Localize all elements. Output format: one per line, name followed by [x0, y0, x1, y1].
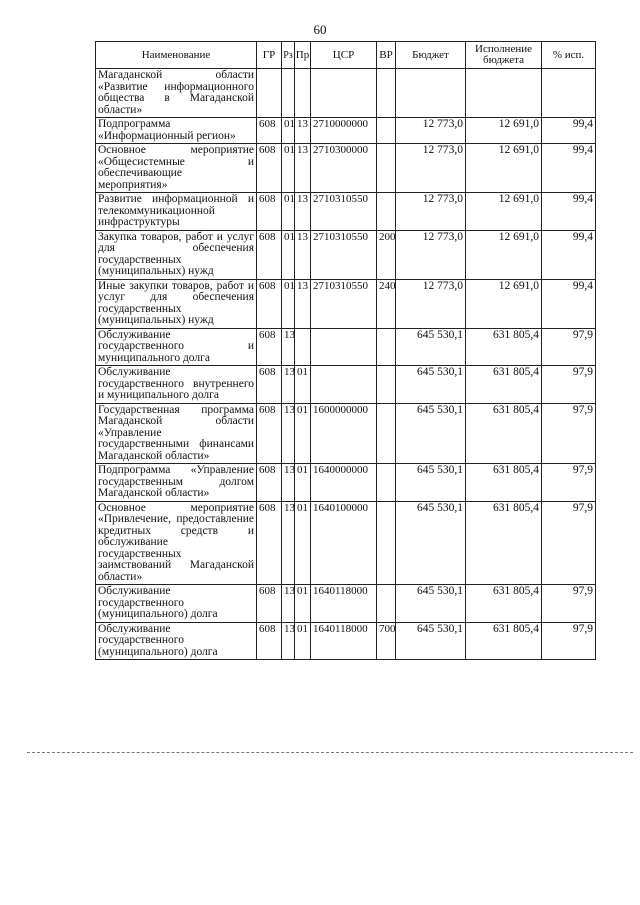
- cell-execution: 631 805,4: [466, 585, 542, 623]
- cell-gr: 608: [257, 144, 282, 193]
- cell-csr: [311, 69, 377, 118]
- cell-gr: 608: [257, 118, 282, 144]
- cell-rz: 01: [282, 279, 295, 328]
- cell-budget: 12 773,0: [396, 279, 466, 328]
- cell-pr: 01: [295, 366, 311, 404]
- cell-execution: 631 805,4: [466, 464, 542, 502]
- table-row: [96, 366, 596, 404]
- table-row: [96, 328, 596, 366]
- cell-rz: 13: [282, 585, 295, 623]
- cell-rz: 13: [282, 366, 295, 404]
- table-row: [96, 464, 596, 502]
- cell-name: Магаданской области «Развитие информационного общества в Магаданской области»: [96, 69, 257, 118]
- cell-pr: [295, 69, 311, 118]
- cell-pr: 13: [295, 279, 311, 328]
- cell-budget: 645 530,1: [396, 403, 466, 464]
- cell-budget: 12 773,0: [396, 193, 466, 231]
- header-rz: Рз: [282, 42, 295, 69]
- cell-percent: 99,4: [542, 279, 596, 328]
- cell-name: Подпрограмма «Управление государственным долгом Магаданской области»: [96, 464, 257, 502]
- cell-name: Подпрограмма «Информационный регион»: [96, 118, 257, 144]
- cell-percent: 97,9: [542, 464, 596, 502]
- cell-csr: 1600000000: [311, 403, 377, 464]
- header-budget: Бюджет: [396, 42, 466, 69]
- cell-csr: 1640118000: [311, 622, 377, 660]
- cell-name: Развитие информационной и телекоммуникационной инфраструктуры: [96, 193, 257, 231]
- cell-csr: 2710310550: [311, 193, 377, 231]
- cell-pr: 01: [295, 501, 311, 585]
- cell-gr: 608: [257, 501, 282, 585]
- cell-percent: 97,9: [542, 328, 596, 366]
- cell-vr: 200: [377, 230, 396, 279]
- cell-budget: 645 530,1: [396, 464, 466, 502]
- cell-csr: 2710300000: [311, 144, 377, 193]
- cell-csr: [311, 328, 377, 366]
- cell-name: Обслуживание государственного и муниципального долга: [96, 328, 257, 366]
- cell-gr: 608: [257, 193, 282, 231]
- cell-csr: 1640000000: [311, 464, 377, 502]
- cell-vr: [377, 144, 396, 193]
- cell-vr: [377, 403, 396, 464]
- header-vr: ВР: [377, 42, 396, 69]
- table-row: [96, 501, 596, 585]
- table-header-row: [96, 42, 596, 69]
- cell-csr: 2710310550: [311, 279, 377, 328]
- cell-percent: 99,4: [542, 193, 596, 231]
- table-row: [96, 622, 596, 660]
- cell-rz: [282, 69, 295, 118]
- cell-budget: 12 773,0: [396, 118, 466, 144]
- cell-pr: 13: [295, 144, 311, 193]
- cell-name: Обслуживание государственного (муниципального) долга: [96, 622, 257, 660]
- cell-rz: 13: [282, 464, 295, 502]
- cell-gr: 608: [257, 403, 282, 464]
- cell-pr: 01: [295, 464, 311, 502]
- table-row: [96, 279, 596, 328]
- cell-vr: 240: [377, 279, 396, 328]
- cell-percent: [542, 69, 596, 118]
- cell-pr: 13: [295, 193, 311, 231]
- cell-execution: 12 691,0: [466, 279, 542, 328]
- cell-vr: 700: [377, 622, 396, 660]
- table-row: [96, 144, 596, 193]
- page-number: 60: [313, 22, 327, 37]
- table-row: [96, 403, 596, 464]
- cell-pr: [295, 328, 311, 366]
- footer-divider: [27, 752, 633, 753]
- cell-pr: 13: [295, 118, 311, 144]
- cell-gr: 608: [257, 279, 282, 328]
- cell-execution: 631 805,4: [466, 501, 542, 585]
- cell-vr: [377, 118, 396, 144]
- cell-percent: 97,9: [542, 585, 596, 623]
- cell-pr: 01: [295, 585, 311, 623]
- cell-pr: 01: [295, 622, 311, 660]
- cell-csr: 2710000000: [311, 118, 377, 144]
- cell-gr: 608: [257, 585, 282, 623]
- cell-budget: [396, 69, 466, 118]
- cell-budget: 12 773,0: [396, 230, 466, 279]
- cell-rz: 01: [282, 193, 295, 231]
- cell-execution: [466, 69, 542, 118]
- table-row: [96, 585, 596, 623]
- table-row: [96, 69, 596, 118]
- cell-percent: 99,4: [542, 230, 596, 279]
- cell-execution: 12 691,0: [466, 144, 542, 193]
- cell-name: Основное мероприятие «Общесистемные и обеспечивающие мероприятия»: [96, 144, 257, 193]
- cell-execution: 631 805,4: [466, 366, 542, 404]
- cell-name: Обслуживание государственного (муниципального) долга: [96, 585, 257, 623]
- cell-name: Обслуживание государственного внутреннего и муниципального долга: [96, 366, 257, 404]
- cell-execution: 12 691,0: [466, 230, 542, 279]
- cell-execution: 631 805,4: [466, 328, 542, 366]
- cell-rz: 13: [282, 501, 295, 585]
- cell-percent: 99,4: [542, 118, 596, 144]
- cell-budget: 645 530,1: [396, 501, 466, 585]
- cell-budget: 645 530,1: [396, 366, 466, 404]
- cell-rz: 01: [282, 118, 295, 144]
- cell-budget: 645 530,1: [396, 585, 466, 623]
- budget-execution-table: [95, 41, 596, 660]
- cell-vr: [377, 193, 396, 231]
- cell-budget: 645 530,1: [396, 622, 466, 660]
- cell-vr: [377, 69, 396, 118]
- cell-name: Государственная программа Магаданской области «Управление государственными финансами Магаданской области»: [96, 403, 257, 464]
- cell-name: Закупка товаров, работ и услуг для обеспечения государственных (муниципальных) нужд: [96, 230, 257, 279]
- cell-gr: 608: [257, 464, 282, 502]
- cell-vr: [377, 464, 396, 502]
- cell-vr: [377, 366, 396, 404]
- cell-rz: 13: [282, 403, 295, 464]
- cell-execution: 631 805,4: [466, 622, 542, 660]
- cell-budget: 12 773,0: [396, 144, 466, 193]
- table-body: [96, 69, 596, 660]
- cell-vr: [377, 328, 396, 366]
- cell-rz: 01: [282, 230, 295, 279]
- cell-percent: 97,9: [542, 366, 596, 404]
- cell-budget: 645 530,1: [396, 328, 466, 366]
- cell-percent: 97,9: [542, 501, 596, 585]
- cell-gr: 608: [257, 622, 282, 660]
- cell-csr: 2710310550: [311, 230, 377, 279]
- cell-pr: 01: [295, 403, 311, 464]
- cell-gr: 608: [257, 366, 282, 404]
- header-percent: % исп.: [542, 42, 596, 69]
- cell-gr: 608: [257, 328, 282, 366]
- cell-execution: 12 691,0: [466, 118, 542, 144]
- cell-csr: [311, 366, 377, 404]
- cell-gr: 608: [257, 230, 282, 279]
- cell-name: Основное мероприятие «Привлечение, предоставление кредитных средств и обслуживание государственных заимствований Магаданской области»: [96, 501, 257, 585]
- cell-percent: 99,4: [542, 144, 596, 193]
- header-pr: Пр: [295, 42, 311, 69]
- cell-execution: 12 691,0: [466, 193, 542, 231]
- header-gr: ГР: [257, 42, 282, 69]
- cell-rz: 01: [282, 144, 295, 193]
- cell-rz: 13: [282, 622, 295, 660]
- cell-rz: 13: [282, 328, 295, 366]
- header-name: Наименование: [96, 42, 257, 69]
- header-csr: ЦСР: [311, 42, 377, 69]
- cell-vr: [377, 585, 396, 623]
- cell-name: Иные закупки товаров, работ и услуг для обеспечения государственных (муниципальных) нужд: [96, 279, 257, 328]
- cell-pr: 13: [295, 230, 311, 279]
- cell-gr: [257, 69, 282, 118]
- cell-execution: 631 805,4: [466, 403, 542, 464]
- table-row: [96, 118, 596, 144]
- cell-vr: [377, 501, 396, 585]
- table-row: [96, 230, 596, 279]
- cell-csr: 1640118000: [311, 585, 377, 623]
- cell-percent: 97,9: [542, 622, 596, 660]
- cell-percent: 97,9: [542, 403, 596, 464]
- table-row: [96, 193, 596, 231]
- cell-csr: 1640100000: [311, 501, 377, 585]
- header-execution: Исполнение бюджета: [466, 42, 542, 69]
